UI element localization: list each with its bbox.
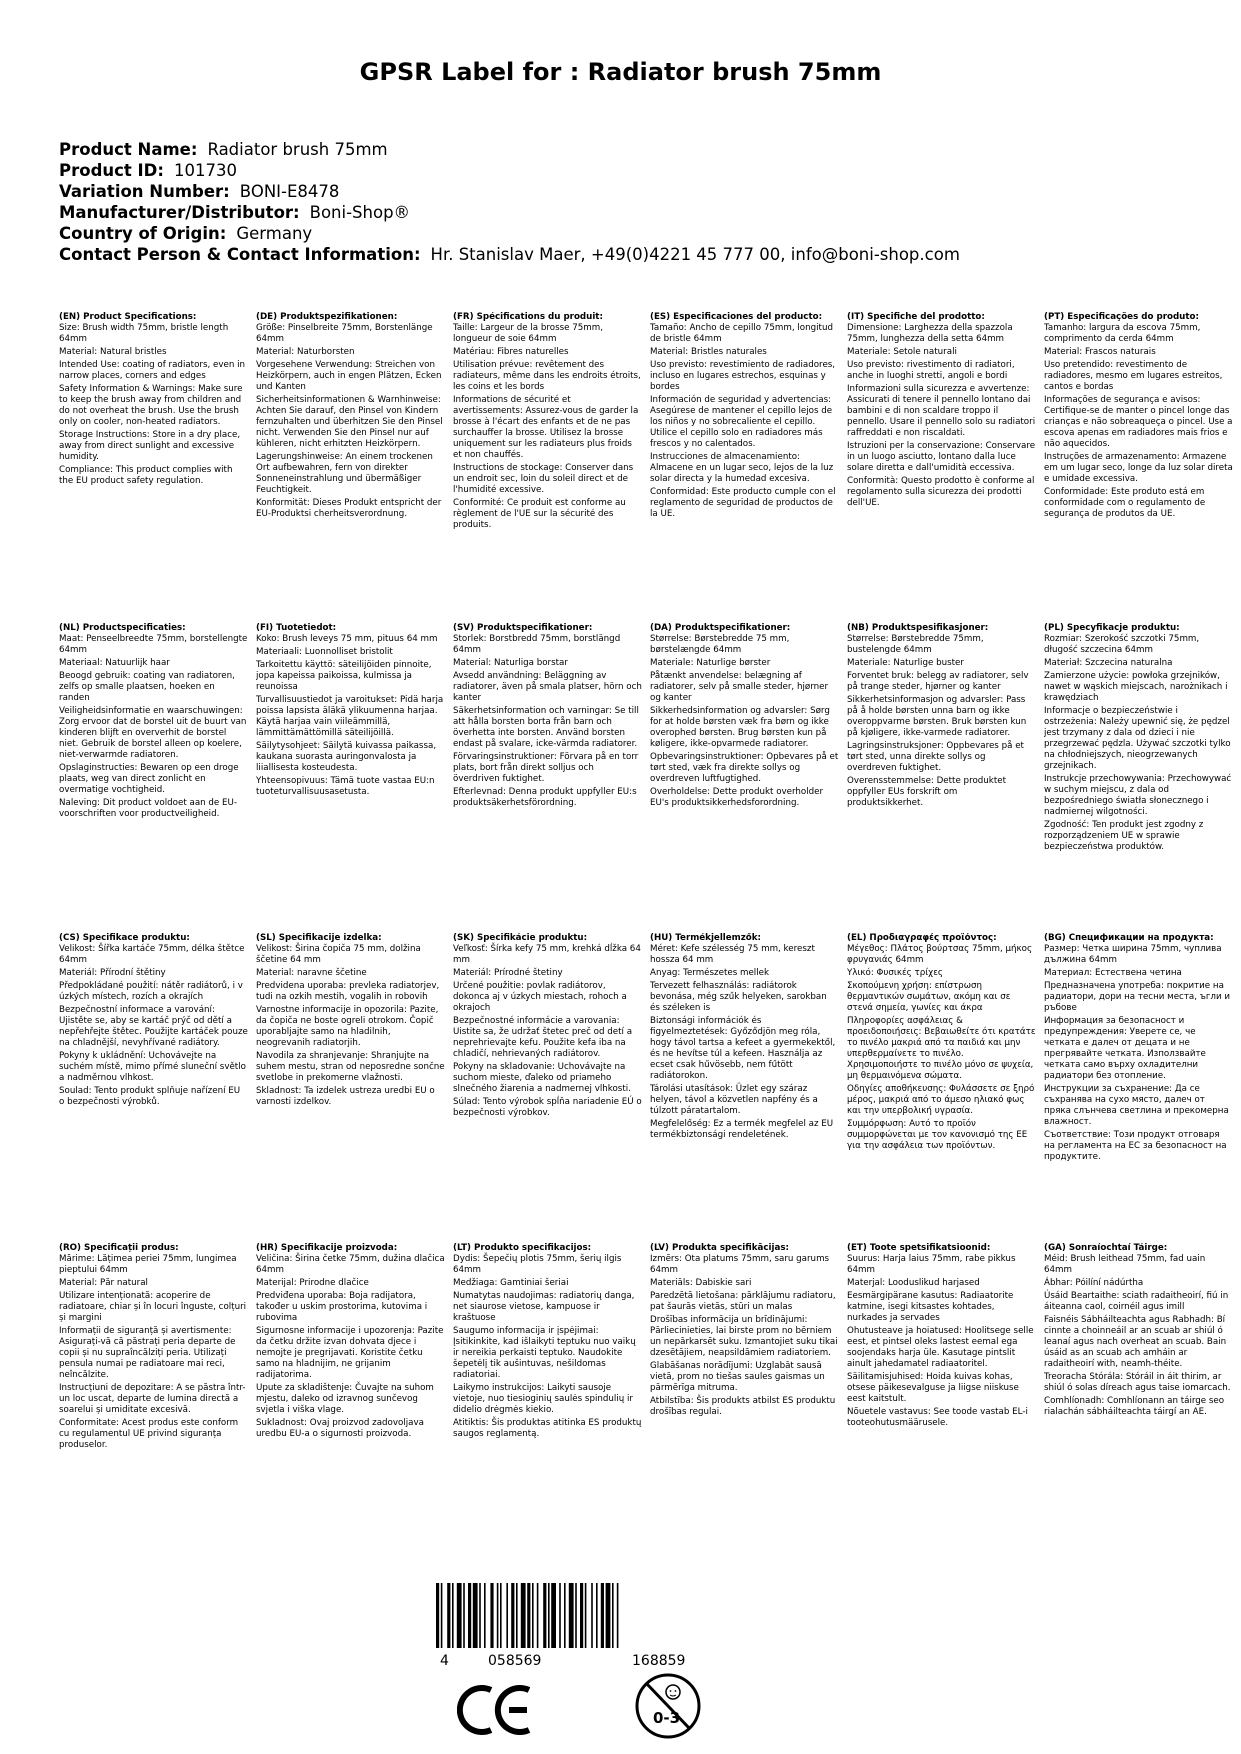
spec-line: Utilizare intenționată: acoperire de radiatoare, chiar și în locuri înguste, colțuri și margini (59, 1291, 247, 1323)
spec-block (453, 623, 650, 855)
spec-line: Pokyny k ukládnění: Uchovávejte na suchém místě, mimo přímé sluneční světlo a nadměrnou vlhkost. (59, 1051, 246, 1083)
barcode-bar (559, 1583, 561, 1648)
spec-line: Size: Brush width 75mm, bristle length 64mm (59, 323, 229, 344)
spec-line: Instrukcje przechowywania: Przechowywać w suchym miejscu, z dala od bezpośredniego światła słonecznego i nadmiernej wilgotności. (1044, 774, 1232, 817)
spec-heading: (ET) Toote spetsifikatsioonid: (847, 1243, 991, 1253)
barcode-bar (569, 1583, 574, 1648)
spec-line: Laikymo instrukcijos: Laikyti sausoje vietoje, nuo tiesioginių saulės spindulių ir didelio drėgmės kiekio. (453, 1383, 633, 1415)
spec-line: Información de seguridad y advertencias: Asegúrese de mantener el cepillo lejos de los niños y no sobrecaliente el cepillo. Utilice el cepillo solo en radiadores más frescos y no calentados. (650, 395, 833, 449)
spec-line: Conformidade: Este produto está em conformidade com o regulamento de segurança de produtos da UE. (1044, 487, 1206, 519)
spec-line: Saugumo informacija ir įspėjimai: Įsitikinkite, kad išlaikyti teptuku nuo vaikų ir nereikia perkaisti teptuko. Naudokite šepetėlį tik aušintuvas, nešildomas radiatoriai. (453, 1326, 636, 1380)
spec-line: Numatytas naudojimas: radiatorių danga, net siaurose vietose, kampuose ir kraštuose (453, 1291, 635, 1323)
spec-line: Dimensione: Larghezza della spazzola 75mm, lunghezza della setta 64mm (847, 323, 1013, 344)
spec-line: Dydis: Šepečių plotis 75mm, šerių ilgis 64mm (453, 1254, 622, 1275)
barcode-bar (601, 1583, 604, 1648)
spec-line: Efterlevnad: Denna produkt uppfyller EU:s produktsäkerhetsförordning. (453, 787, 637, 808)
spec-line: Megfelelőség: Ez a termék megfelel az EU termékbiztonsági rendeletének. (650, 1119, 834, 1140)
spec-block (650, 312, 847, 533)
spec-line: Avsedd användning: Beläggning av radiatorer, även på smala platser, hörn och kanter (453, 671, 642, 703)
spec-block (256, 933, 453, 1165)
spec-line: Yhteensopivuus: Tämä tuote vastaa EU:n tuoteturvallisuusasetusta. (256, 776, 435, 797)
spec-heading: (PT) Especificações do produto: (1044, 312, 1199, 322)
spec-line: Μέγεθος: Πλάτος βούρτσας 75mm, μήκος φρυγανιάς 64mm (847, 944, 1033, 965)
spec-block (1044, 623, 1241, 855)
spec-line: Συμμόρφωση: Αυτό το προϊόν συμμορφώνεται με τον κανονισμό της ΕΕ για την ασφάλεια των προϊόντων. (847, 1119, 1028, 1151)
spec-block (1044, 312, 1241, 533)
spec-heading: (NB) Produktspesifikasjoner: (847, 623, 989, 633)
spec-line: Predvidena uporaba: prevleka radiatorjev, tudi na ozkih mestih, vogalih in robovih (256, 981, 440, 1002)
ce-mark-icon (457, 1680, 537, 1740)
barcode (436, 1583, 740, 1648)
spec-line: Σκοπούμενη χρήση: επίστρωση θερμαντικών σωμάτων, ακόμη και σε στενά σημεία, γωνίες και άκρα (847, 981, 1011, 1013)
spec-line: Veľkosť: Šírka kefy 75 mm, krehká dĺžka 64 mm (453, 944, 641, 965)
spec-line: Materiale: Naturlige børster (650, 658, 771, 668)
spec-line: Säilitamisjuhised: Hoida kuivas kohas, otsese päikesevalguse ja liigse niiskuse eest kaitstult. (847, 1372, 1019, 1404)
spec-line: Material: Naturliga borstar (453, 658, 568, 668)
spec-line: Soulad: Tento produkt splňuje nařízení EU o bezpečnosti výrobků. (59, 1086, 241, 1107)
spec-line: Инструкции за съхранение: Да се съхранява на сухо място, далеч от пряка слънчева светлина и прекомерна влажност. (1044, 1084, 1229, 1127)
spec-line: Tervezett felhasználás: radiátorok bevonása, még szűk helyeken, sarokban és széleken is (650, 981, 827, 1013)
spec-block (59, 623, 256, 855)
barcode-digit-prefix: 4 (440, 1653, 449, 1669)
page-title: GPSR Label for : Radiator brush 75mm (359, 58, 882, 86)
spec-line: Paredzētā lietošana: pārklājumu radiatoru, pat šaurās vietās, stūri un malas (650, 1291, 836, 1312)
spec-block (256, 312, 453, 533)
barcode-bar (543, 1583, 546, 1648)
country-of-origin-value: Germany (236, 224, 313, 243)
spec-line: Conformità: Questo prodotto è conforme al regolamento sulla sicurezza dei prodotti dell'UE. (847, 476, 1035, 508)
spec-line: Upute za skladištenje: Čuvajte na suhom mjestu, daleko od izravnog sunčevog svjetla i viška vlage. (256, 1383, 434, 1415)
spec-heading: (NL) Productspecificaties: (59, 623, 186, 633)
spec-line: Veiligheidsinformatie en waarschuwingen: Zorg ervoor dat de borstel uit de buurt van kinderen blijft en oververhit de borstel niet. Gebruik de borstel alleen op koelere, niet-verwarmde radiatoren. (59, 706, 247, 760)
spec-line: Uso previsto: revestimiento de radiadores, incluso en lugares estrechos, esquinas y bordes (650, 360, 836, 392)
barcode-bar (516, 1583, 518, 1648)
barcode-bar (473, 1583, 478, 1648)
spec-line: Sikkerhetsinformasjon og advarsler: Pass på å holde børsten unna barn og ikke overoppvarme børsten. Bruk børsten kun på kjøligere, ikke-varmede radiatorer. (847, 695, 1027, 738)
spec-line: Atitiktis: Šis produktas atitinka ES produktų saugos reglamentą. (453, 1418, 642, 1439)
spec-line: Velikost: Šířka kartáče 75mm, délka štětce 64mm (59, 944, 245, 965)
spec-line: Overholdelse: Dette produkt overholder EU's produktsikkerhedsforordning. (650, 787, 824, 808)
spec-line: Súlad: Tento výrobok spĺňa nariadenie EÚ o bezpečnosti výrobkov. (453, 1097, 642, 1118)
spec-line: Materiaali: Luonnolliset bristolit (256, 647, 393, 657)
spec-heading: (EL) Προδιαγραφές προϊόντος: (847, 933, 997, 943)
spec-line: Zamierzone użycie: powłoka grzejników, nawet w wąskich miejscach, narożnikach i krawędziach (1044, 671, 1228, 703)
spec-block (650, 623, 847, 855)
spec-line: Glabāšanas norādījumi: Uzglabāt sausā vietā, prom no tiešas saules gaismas un pārmērīga mitruma. (650, 1361, 825, 1393)
spec-block (59, 1243, 256, 1453)
spec-line: Suurus: Harja laius 75mm, rabe pikkus 64mm (847, 1254, 1016, 1275)
age-range-label: 0-3 (653, 1709, 681, 1727)
spec-line: Treoracha Stórála: Stóráil in áit thirim, ar shiúl ó solas díreach agus taise iomarcach. (1044, 1372, 1231, 1393)
barcode-bar (585, 1583, 587, 1648)
spec-line: Uso pretendido: revestimento de radiadores, mesmo em lugares estreitos, cantos e bordas (1044, 360, 1223, 392)
spec-line: Størrelse: Børstebredde 75 mm, børstelængde 64mm (650, 634, 790, 655)
spec-line: Informazioni sulla sicurezza e avvertenze: Assicurati di tenere il pennello lontano dai bambini e di non scaldare troppo il pennello. Usare il pennello solo su radiatori raffreddati e non riscaldati. (847, 384, 1036, 438)
spec-line: Conformidad: Este producto cumple con el reglamento de seguridad de productos de la UE. (650, 487, 836, 519)
barcode-bar (468, 1583, 471, 1648)
barcode-bar (617, 1583, 619, 1648)
spec-line: Beoogd gebruik: coating van radiatoren, zelfs op smalle plaatsen, hoeken en randen (59, 671, 235, 703)
spec-line: Velikost: Širina čopiča 75 mm, dolžina ščetine 64 mm (256, 944, 421, 965)
barcode-digit-group-left: 058569 (488, 1653, 542, 1669)
spec-line: Koko: Brush leveys 75 mm, pituus 64 mm (256, 634, 438, 644)
variation-number-row (59, 181, 1199, 202)
barcode-bar (447, 1583, 450, 1648)
spec-line: Turvallisuustiedot ja varoitukset: Pidä harja poissa lapsista äläkä ylikuumenna harjaa. Käytä harjaa vain viileämmillä, lämmittämättömillä säteilijöillä. (256, 695, 444, 738)
spec-line: Opbevaringsinstruktioner: Opbevares på et tørt sted, væk fra direkte sollys og overdreven luftfugtighed. (650, 752, 839, 784)
spec-block (59, 933, 256, 1165)
spec-line: Tamanho: largura da escova 75mm, comprimento da cerda 64mm (1044, 323, 1201, 344)
spec-line: Opslaginstructies: Bewaren op een droge plaats, weg van direct zonlicht en overmatige vochtigheid. (59, 763, 239, 795)
spec-line: Eesmärgipärane kasutus: Radiaatorite katmine, isegi kitsastes kohtades, nurkades ja servades (847, 1291, 1014, 1323)
spec-line: Comhlíonadh: Comhlíonann an táirge seo rialachán sábháilteachta táirgí an AE. (1044, 1396, 1225, 1417)
spec-block (256, 623, 453, 855)
spec-line: Bezpečnostné informácie a varovania: Uistite sa, že udržať štetec preč od detí a neprehrievajte kefu. Použite kefa iba na chladičí, nehrievaných radiátorov. (453, 1016, 633, 1059)
product-id-row (59, 160, 1199, 181)
spec-line: Overensstemmelse: Dette produktet oppfyller EUs forskrift om produktsikkerhet. (847, 776, 1006, 808)
spec-line: Informations de sécurité et avertissements: Assurez-vous de garder la brosse à l'écart des enfants et de ne pas surchauffer la brosse. Utilisez la brosse uniquement sur les radiateurs plus froids et non chauffés. (453, 395, 639, 460)
manufacturer-value: Boni-Shop® (309, 203, 411, 222)
variation-number-value: BONI-E8478 (239, 182, 340, 201)
spec-line: Compliance: This product complies with the EU product safety regulation. (59, 465, 233, 486)
spec-line: Informações de segurança e avisos: Certifique-se de manter o pincel longe das crianças e não sobreaqueça o pincel. Use a escova apenas em radiadores mais frios e não aquecidos. (1044, 395, 1233, 449)
barcode-bar (506, 1583, 508, 1648)
spec-line: Istruzioni per la conservazione: Conservare in un luogo asciutto, lontano dalla luce solare diretta e dall'umidità eccessiva. (847, 441, 1036, 473)
barcode-bar (527, 1583, 530, 1648)
spec-block (847, 933, 1044, 1165)
spec-line: Materiál: Prírodné štetiny (453, 968, 563, 978)
spec-heading: (SV) Produktspecifikationer: (453, 623, 593, 633)
spec-line: Méid: Brush leithead 75mm, fad uain 64mm (1044, 1254, 1206, 1275)
spec-block (453, 312, 650, 533)
spec-line: Conformitate: Acest produs este conform cu regulamentul UE privind siguranța produselor. (59, 1418, 239, 1450)
spec-heading: (FR) Spécifications du produit: (453, 312, 603, 322)
spec-line: Skladnost: Ta izdelek ustreza uredbi EU o varnosti izdelkov. (256, 1086, 435, 1107)
product-id-value: 101730 (173, 161, 237, 180)
spec-line: Drošības informācija un brīdinājumi: Pārliecinieties, lai birste prom no bērniem un nepārkarsēt suku. Izmantojiet suku tikai dzesētājiem, neapsildāmiem radiatoriem. (650, 1315, 838, 1358)
spec-heading: (LT) Produkto specifikacijos: (453, 1243, 592, 1253)
manufacturer-label: Manufacturer/Distributor: (59, 203, 300, 222)
product-name-row (59, 139, 1199, 160)
spec-line: Méret: Kefe szélesség 75 mm, kereszt hossza 64 mm (650, 944, 815, 965)
spec-line: Atbilstība: Šis produkts atbilst ES produktu drošības regulai. (650, 1396, 836, 1417)
spec-line: Matériau: Fibres naturelles (453, 347, 569, 357)
spec-block (453, 1243, 650, 1453)
spec-line: Størrelse: Børstebredde 75mm, bustelengde 64mm (847, 634, 984, 655)
spec-line: Úsáid Beartaithe: sciath radaitheoirí, fiú in áiteanna caol, coirnéil agus imill (1044, 1291, 1229, 1312)
baby-face-icon (666, 1685, 680, 1699)
spec-row (59, 312, 1239, 533)
spec-line: Säilytysohjeet: Säilytä kuivassa paikassa, kaukana suorasta auringonvalosta ja liiallisesta kosteudesta. (256, 741, 437, 773)
barcode-bar (575, 1583, 577, 1648)
barcode-bar (521, 1583, 526, 1648)
barcode-bar (452, 1583, 454, 1648)
spec-line: Bezpečnostní informace a varování: Ujistěte se, aby se kartáč prýč od dětí a nepřehřejte štětec. Použijte kartáček pouze na chladnější, nevyhřívané radiátory. (59, 1005, 248, 1048)
barcode-bar (500, 1583, 502, 1648)
barcode-digit-group-right: 168859 (632, 1653, 686, 1669)
spec-line: Informacje o bezpieczeństwie i ostrzeżenia: Należy upewnić się, że pędzel jest trzymany z dala od dzieci i nie przegrzewać pędzla. Używać szczotki tylko na chłodniejszych, nieogrzewanych grzejnikach. (1044, 706, 1231, 771)
spec-line: Materjal: Looduslikud harjased (847, 1278, 980, 1288)
variation-number-label: Variation Number: (59, 182, 230, 201)
spec-line: Materijal: Prirodne dlačice (256, 1278, 369, 1288)
spec-line: Veličina: Širina četke 75mm, dužina dlačica 64mm (256, 1254, 445, 1275)
spec-line: Предназначена употреба: покритие на радиатори, дори на тесни места, ъгли и ръбове (1044, 981, 1231, 1013)
spec-block (847, 623, 1044, 855)
spec-line: Instructions de stockage: Conserver dans un endroit sec, loin du soleil direct et de l'humidité excessive. (453, 463, 634, 495)
spec-row (59, 623, 1239, 855)
spec-line: Anyag: Természetes mellek (650, 968, 769, 978)
spec-heading: (SK) Špecifikácie produktu: (453, 933, 588, 943)
spec-line: Tárolási utasítások: Üzlet egy száraz helyen, távol a közvetlen napfény és a túlzott páratartalom. (650, 1084, 818, 1116)
spec-line: Izmērs: Ota platums 75mm, saru garums 64mm (650, 1254, 830, 1275)
spec-line: Ohutusteave ja hoiatused: Hoolitsege selle eest, et pintsel oleks lastest eemal ega soojendaks harja üle. Kasutage pintslit ainult jahedamatel radiaatoritel. (847, 1326, 1034, 1369)
spec-line: Ábhar: Póilíní nádúrtha (1044, 1278, 1144, 1288)
spec-line: Material: Frascos naturais (1044, 347, 1156, 357)
barcode-bar (457, 1583, 462, 1648)
spec-line: Materiał: Szczecina naturalna (1044, 658, 1173, 668)
spec-block (256, 1243, 453, 1453)
contact-value: Hr. Stanislav Maer, +49(0)4221 45 777 00, info@boni-shop.com (430, 245, 960, 264)
spec-line: Förvaringsinstruktioner: Förvara på en torr plats, bort från direkt solljus och överdriven fuktighet. (453, 752, 639, 784)
spec-heading: (DE) Produktspezifikationen: (256, 312, 398, 322)
spec-line: Nõuetele vastavus: See toode vastab EL-i tooteohutusmäärusele. (847, 1407, 1028, 1428)
spec-heading: (PL) Specyfikacje produktu: (1044, 623, 1180, 633)
spec-line: Tarkoitettu käyttö: säteilijöiden pinnoite, jopa kapeissa paikoissa, kulmissa ja reunoissa (256, 660, 432, 692)
spec-line: Informații de siguranță și avertismente: Asigurați-vă că păstrați peria departe de copii și nu supraîncălziți peria. Utilizați pensula numai pe radiatoare mai reci, neîncălzite. (59, 1326, 236, 1380)
spec-line: Tamaño: Ancho de cepillo 75mm, longitud de bristle 64mm (650, 323, 833, 344)
spec-line: Forventet bruk: belegg av radiatorer, selv på trange steder, hjørner og kanter (847, 671, 1029, 692)
spec-line: Sikkerhedsinformation og advarsler: Sørg for at holde børsten væk fra børn og ikke overophed børsten. Brug børsten kun på køligere, ikke-opvarmede radiatorer. (650, 706, 830, 749)
spec-line: Πληροφορίες ασφάλειας & προειδοποιήσεις: Βεβαιωθείτε ότι κρατάτε το πινέλο μακριά από τα παιδιά και μην υπερθερμαίνετε το πινέλο. Χρησιμοποιήστε το πινέλο μόνο σε ψυχεία, μη θερμαινόμενα σώματα. (847, 1016, 1036, 1081)
spec-block (1044, 933, 1241, 1165)
spec-heading: (HR) Specifikacije proizvoda: (256, 1243, 398, 1253)
spec-line: Předpokládané použití: nátěr radiátorů, i v úzkých místech, rozích a okrajích (59, 981, 243, 1002)
spec-line: Faisnéis Sábháilteachta agus Rabhadh: Bí cinnte a choinneáil ar an scuab ar shiúl ó leanaí agus nach overheat an scuab. Bain úsáid as an scuab ach amháin ar radaitheoirí with, neamh-théite. (1044, 1315, 1227, 1369)
spec-line: Taille: Largeur de la brosse 75mm, longueur de soie 64mm (453, 323, 603, 344)
spec-line: Biztonsági információk és figyelmeztetések: Győződjön meg róla, hogy távol tartsa a kefeet a gyermekektől, és ne hevítse túl a kefeen. Használja az ecset csak hűvösebb, nem fűtött radiátorokon. (650, 1016, 836, 1081)
spec-line: Sigurnosne informacije i upozorenja: Pazite da četku držite izvan dohvata djece i nemojte je pregrijavati. Koristite četku samo na hladnijim, ne grijanim radijatorima. (256, 1326, 444, 1380)
barcode-bar (484, 1583, 486, 1648)
spec-line: Material: naravne ščetine (256, 968, 367, 978)
country-of-origin-row (59, 223, 1199, 244)
spec-line: Navodila za shranjevanje: Shranjujte na suhem mestu, stran od neposredne sončne svetlobe in prekomerne vlažnosti. (256, 1051, 445, 1083)
spec-line: Materiaal: Natuurlijk haar (59, 658, 170, 668)
spec-row (59, 933, 1239, 1165)
barcode-bar (612, 1583, 614, 1648)
product-name-value: Radiator brush 75mm (207, 140, 388, 159)
spec-line: Conformité: Ce produit est conforme au règlement de l'UE sur la sécurité des produits. (453, 498, 626, 530)
barcode-bar (537, 1583, 539, 1648)
spec-line: Zgodność: Ten produkt jest zgodny z rozporządzeniem UE w sprawie bezpieczeństwa produktów. (1044, 820, 1204, 852)
barcode-bar (441, 1583, 443, 1648)
barcode-bar (564, 1583, 566, 1648)
spec-line: Υλικό: Φυσικές τρίχες (847, 968, 943, 978)
spec-row (59, 1243, 1239, 1453)
spec-heading: (GA) Sonraíochtaí Táirge: (1044, 1243, 1168, 1253)
spec-line: Maat: Penseelbreedte 75mm, borstellengte 64mm (59, 634, 248, 655)
barcode-bar (463, 1583, 465, 1648)
barcode-bar (497, 1583, 499, 1648)
barcode-bar (551, 1583, 556, 1648)
barcode-bar (490, 1583, 493, 1648)
spec-line: Material: Naturborsten (256, 347, 355, 357)
spec-line: Materiál: Přírodní štětiny (59, 968, 166, 978)
barcode-bar (606, 1583, 611, 1648)
spec-line: Material: Bristles naturales (650, 347, 767, 357)
spec-line: Varnostne informacije in opozorila: Pazite, da čopiča ne boste ogreli otrokom. Čopič uporabljajte samo na hladilnih, neogrevanih radiatorjih. (256, 1005, 439, 1048)
product-name-label: Product Name: (59, 140, 198, 159)
barcode-bar (580, 1583, 583, 1648)
barcode-bar (511, 1583, 514, 1648)
barcode-bar (479, 1583, 481, 1648)
spec-heading: (LV) Produkta specifikācijas: (650, 1243, 789, 1253)
spec-line: Utilisation prévue: revêtement des radiateurs, même dans les endroits étroits, les coins et les bords (453, 360, 641, 392)
barcode-bar (436, 1583, 439, 1648)
spec-line: Instrucțiuni de depozitare: A se păstra într-un loc uscat, departe de lumina directă a soarelui și umiditate excesivă. (59, 1383, 246, 1415)
product-id-label: Product ID: (59, 161, 164, 180)
spec-line: Pokyny na skladovanie: Uchovávajte na suchom mieste, ďaleko od priameho slnečného žiarenia a nadmernej vlhkosti. (453, 1062, 631, 1094)
barcode-bar (596, 1583, 598, 1648)
spec-line: Информация за безопасност и предупреждения: Уверете се, че четката е далеч от децата и не прегрявайте четката. Използвайте четката само върху охладителни радиатори без отопление. (1044, 1016, 1206, 1081)
spec-line: Naleving: Dit product voldoet aan de EU-voorschriften voor productveiligheid. (59, 798, 238, 819)
spec-heading: (FI) Tuotetiedot: (256, 623, 337, 633)
spec-line: Materiale: Setole naturali (847, 347, 957, 357)
spec-line: Material: Păr natural (59, 1278, 148, 1288)
spec-line: Materiāls: Dabiskie sari (650, 1278, 752, 1288)
spec-line: Съответствие: Този продукт отговаря на регламента на ЕС за безопасност на продуктите. (1044, 1130, 1227, 1162)
product-info (59, 139, 1199, 265)
spec-line: Instruções de armazenamento: Armazene em um lugar seco, longe da luz solar direta e umidade excessiva. (1044, 452, 1233, 484)
spec-heading: (IT) Specifiche del prodotto: (847, 312, 985, 322)
not-for-children-0-3-icon (633, 1668, 703, 1748)
spec-line: Medžiaga: Gamtiniai šeriai (453, 1278, 569, 1288)
spec-line: Storage Instructions: Store in a dry place, away from direct sunlight and excessive humidity. (59, 430, 241, 462)
spec-line: Predviđena uporaba: Boja radijatora, također u uskim prostorima, kutovima i rubovima (256, 1291, 428, 1323)
spec-line: Určené použitie: povlak radiátorov, dokonca aj v úzkych miestach, rohoch a okrajoch (453, 981, 627, 1013)
spec-line: Lagerungshinweise: An einem trockenen Ort aufbewahren, fern von direkter Sonneneinstrahlung und übermäßiger Feuchtigkeit. (256, 452, 433, 495)
spec-line: Sukladnost: Ovaj proizvod zadovoljava uredbu EU-a o sigurnosti proizvoda. (256, 1418, 424, 1439)
spec-line: Påtænkt anvendelse: belægning af radiatorer, selv på smalle steder, hjørner og kanter (650, 671, 829, 703)
spec-line: Konformität: Dieses Produkt entspricht der EU-Produktsi cherheitsverordnung. (256, 498, 442, 519)
spec-line: Οδηγίες αποθήκευσης: Φυλάσσετε σε ξηρό μέρος, μακριά από το άμεσο ηλιακό φως και την υπερβολική υγρασία. (847, 1084, 1035, 1116)
spec-heading: (HU) Termékjellemzők: (650, 933, 762, 943)
spec-block (59, 312, 256, 533)
spec-line: Lagringsinstruksjoner: Oppbevares på et tørt sted, unna direkte sollys og overdreven fuktighet. (847, 741, 1024, 773)
manufacturer-row (59, 202, 1199, 223)
spec-line: Safety Information & Warnings: Make sure to keep the brush away from children and do not overheat the brush. Use the brush only on cooler, non-heated radiators. (59, 384, 243, 427)
spec-block (650, 933, 847, 1165)
spec-heading: (EN) Product Specifications: (59, 312, 197, 322)
spec-line: Materiale: Naturlige buster (847, 658, 964, 668)
spec-line: Material: Natural bristles (59, 347, 167, 357)
country-of-origin-label: Country of Origin: (59, 224, 227, 243)
spec-heading: (SL) Specifikacije izdelka: (256, 933, 382, 943)
spec-block (847, 1243, 1044, 1453)
spec-line: Mărime: Lățimea periei 75mm, lungimea pieptului 64mm (59, 1254, 237, 1275)
contact-label: Contact Person & Contact Information: (59, 245, 421, 264)
barcode-bar (548, 1583, 550, 1648)
spec-line: Instrucciones de almacenamiento: Almacene en un lugar seco, lejos de la luz solar directa y la humedad excesiva. (650, 452, 834, 484)
spec-line: Rozmiar: Szerokość szczotki 75mm, długość szczecina 64mm (1044, 634, 1200, 655)
barcode-bar (532, 1583, 534, 1648)
spec-line: Größe: Pinselbreite 75mm, Borstenlänge 64mm (256, 323, 433, 344)
spec-heading: (DA) Produktspecifikationer: (650, 623, 791, 633)
spec-line: Материал: Естествена четина (1044, 968, 1182, 978)
spec-line: Vorgesehene Verwendung: Streichen von Heizkörpern, auch in engen Plätzen, Ecken und Kanten (256, 360, 442, 392)
spec-heading: (CS) Specifikace produktu: (59, 933, 190, 943)
spec-block (847, 312, 1044, 533)
spec-line: Intended Use: coating of radiators, even in narrow places, corners and edges (59, 360, 246, 381)
contact-row (59, 244, 1199, 265)
spec-heading: (BG) Спецификации на продукта: (1044, 933, 1214, 943)
spec-heading: (RO) Specificații produs: (59, 1243, 179, 1253)
spec-line: Размер: Четка ширина 75mm, чуплива дължина 64mm (1044, 944, 1222, 965)
spec-heading: (ES) Especificaciones del producto: (650, 312, 823, 322)
spec-block (650, 1243, 847, 1453)
spec-line: Säkerhetsinformation och varningar: Se till att hålla borsten borta från barn och överhetta inte borsten. Använd borsten endast på svalare, icke-värmda radiatorer. (453, 706, 639, 749)
barcode-bar (591, 1583, 593, 1648)
spec-block (453, 933, 650, 1165)
spec-line: Storlek: Borstbredd 75mm, borstlängd 64mm (453, 634, 621, 655)
spec-line: Uso previsto: rivestimento di radiatori, anche in luoghi stretti, angoli e bordi (847, 360, 1015, 381)
spec-line: Sicherheitsinformationen & Warnhinweise: Achten Sie darauf, den Pinsel von Kindern fernzuhalten und überhitzen Sie den Pinsel nicht. Verwenden Sie den Pinsel nur auf kühleren, nicht erhitzten Heizkörpern. (256, 395, 443, 449)
spec-block (1044, 1243, 1241, 1453)
